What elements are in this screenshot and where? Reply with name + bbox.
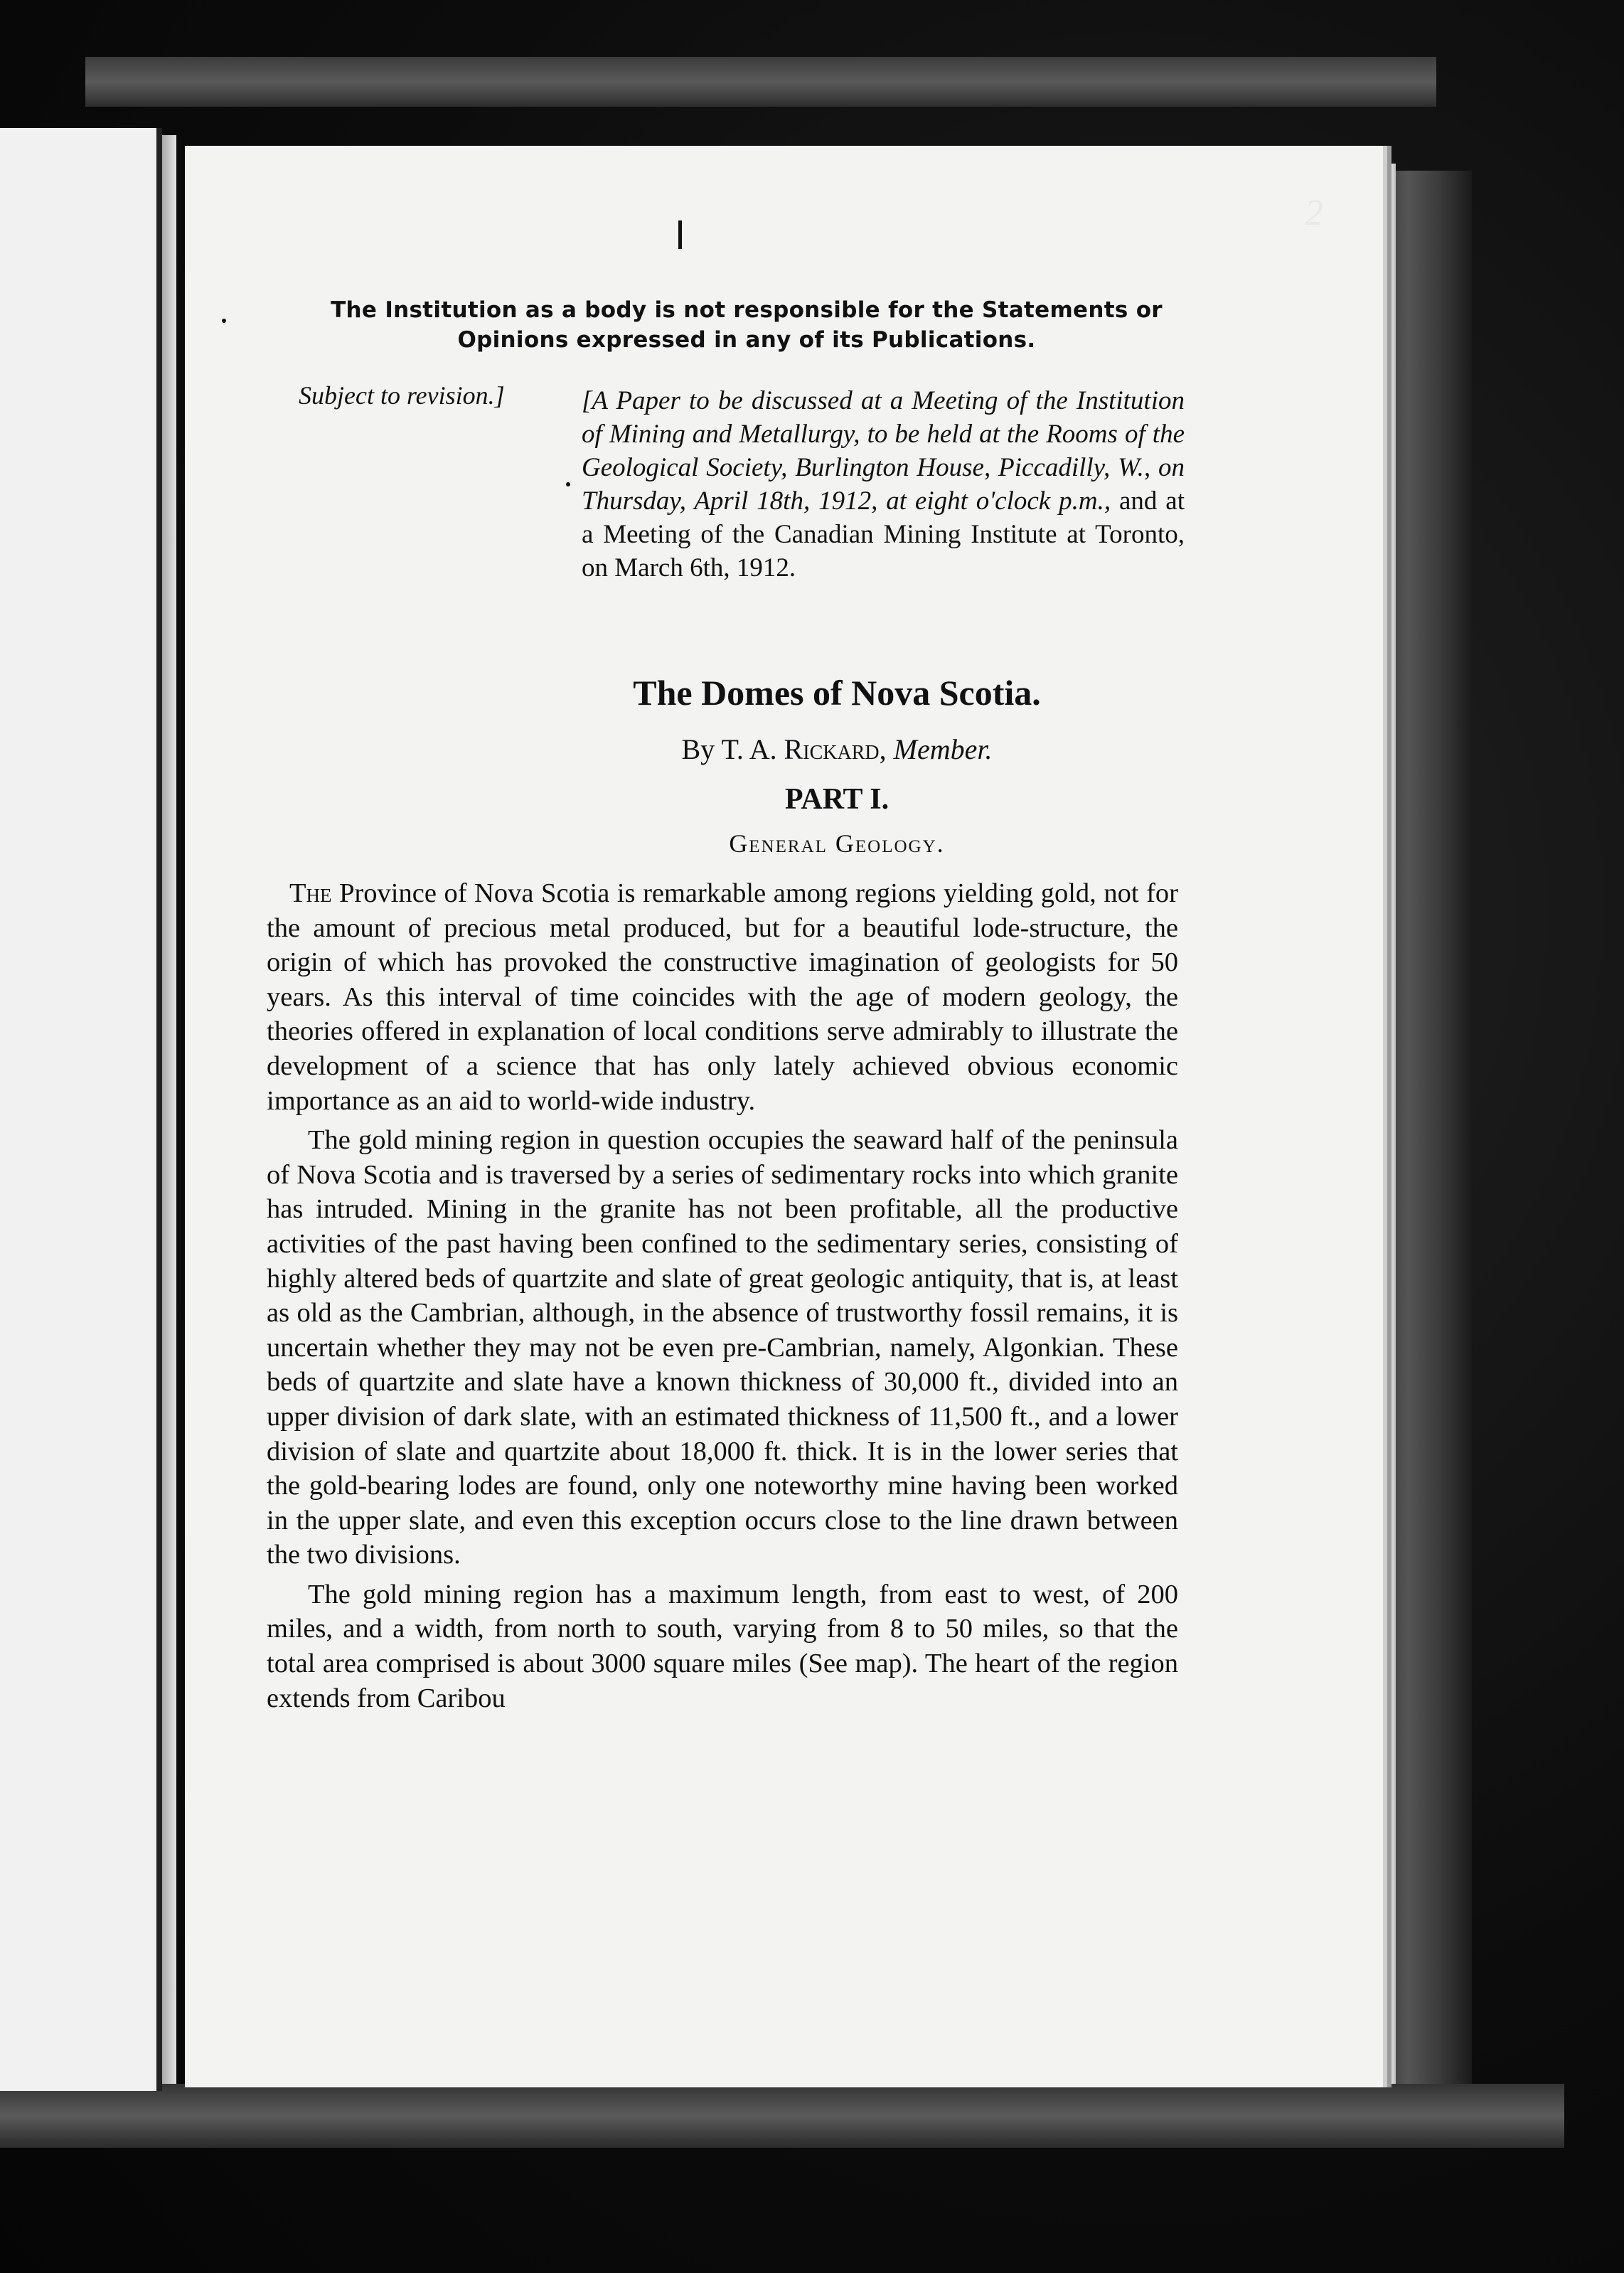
facing-page <box>0 128 162 2091</box>
page-edge <box>1383 164 1396 2084</box>
book-spine <box>162 135 176 2084</box>
paragraph-lead: The <box>289 878 332 908</box>
byline-prefix: By T. A. <box>681 733 777 765</box>
meeting-note-roman: and at a Meeting of the Canadian Mining Institute at Toronto, on March 6th, 1912. <box>582 486 1185 582</box>
article-title: The Domes of Nova Scotia. <box>633 673 1041 713</box>
stray-dot <box>222 319 226 323</box>
subject-to-revision: Subject to revision.] <box>299 381 505 410</box>
printer-tick-mark <box>678 220 682 249</box>
byline <box>0 733 1624 766</box>
paragraph: The gold mining region in question occupies the seaward half of the peninsula of Nova Scotia and is traversed by a series of sedimentary rocks into which granite has intruded. Mining in the granite has not been profitable, all the productive activities of the past having been confined to the sedimentary series, consisting of highly altered beds of quartzite and slate of great geologic antiquity, that is, at least as old as the Cambrian, although, in the absence of trustworthy fossil remains, it is uncertain whether they may not be even pre-Cambrian, namely, Algonkian. These beds of quartzite and slate have a known thickness of 30,000 ft., divided into an upper division of dark slate, with an estimated thickness of 11,500 ft., and a lower division of slate and quartzite about 18,000 ft. thick. It is in the lower series that the gold-bearing lodes are found, only one noteworthy mine having been worked in the upper slate, and even this exception occurs close to the line drawn between the two divisions. <box>267 1125 1178 1570</box>
paragraph-text: Province of Nova Scotia is remarkable among regions yielding gold, not for the amount of precious metal produced, but for a beautiful lode-structure, the origin of which has provoked the constructive imagination of geologists for 50 years. As this interval of time coincides with the age of modern geology, the theories offered in explanation of local conditions serve admirably to illustrate the development of a science that has only lately achieved obvious economic importance as an aid to world-wide industry. <box>267 878 1179 1116</box>
paragraph: The gold mining region has a maximum length, from east to west, of 200 miles, and a width, from north to south, varying from 8 to 50 miles, so that the total area comprised is about 3000 square miles (See map). The heart of the region extends from Caribou <box>267 1579 1178 1713</box>
scan-top-band <box>85 57 1436 107</box>
disclaimer-notice: The Institution as a body is not responsible for the Statements or Opinions expressed in any of its Publications. <box>331 297 1163 353</box>
article-body <box>267 876 1178 1720</box>
stray-dot <box>566 482 570 486</box>
scan-bottom-band <box>0 2084 1564 2148</box>
paragraph <box>267 876 1178 1118</box>
page-number-mark: 2 <box>1305 193 1323 233</box>
meeting-note-italic: [A Paper to be discussed at a Meeting of the Institution of Mining and Metallurgy, to be held at the Rooms of the Geological Society, Burlington House, Piccadilly, W., on Thursday, April 18th, 1912, at eight o'clock p.m., <box>582 386 1185 516</box>
author-name: Rickard, <box>784 733 887 765</box>
section-heading: General Geology. <box>729 829 945 858</box>
meeting-note <box>582 384 1185 585</box>
part-heading: PART I. <box>784 783 890 816</box>
author-role: Member. <box>893 733 993 765</box>
